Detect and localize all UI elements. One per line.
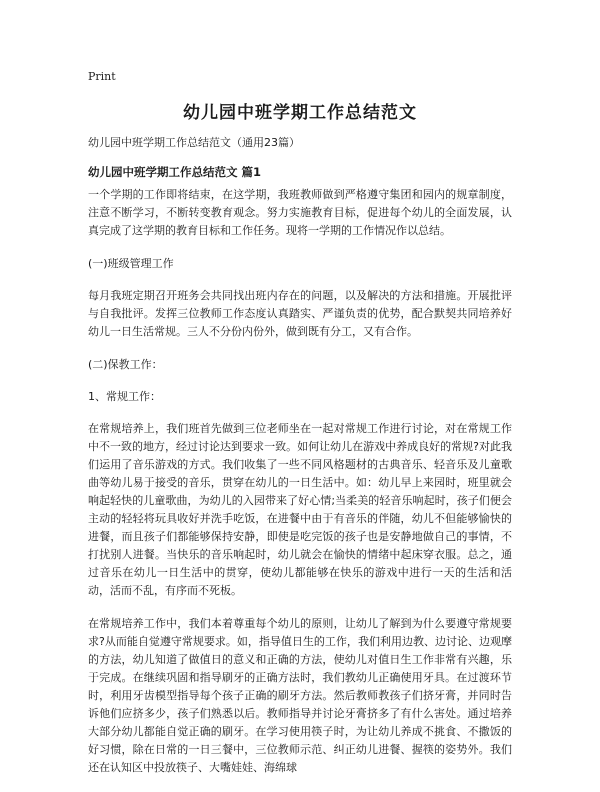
page-title: 幼儿园中班学期工作总结范文	[183, 103, 417, 123]
subheading-care-education: (二)保教工作：	[88, 358, 163, 371]
routine-paragraph-2: 在常规培养工作中，我们本着尊重每个幼儿的原则，让幼儿了解到为什么要遵守常规要求?从而能自觉遵守常规要求。如，指导值日生的工作，我们利用边教、边讨论、边观摩的方法，幼儿知道了做值日的意义和正确的方法，使幼儿对值日生工作非常有兴趣，乐于完成。在继续巩固和指导刷牙的正确方法时，我们教幼儿正确使用牙具。在过渡环节时，利用牙齿模型指导每个孩子正确的刷牙方法。然后教师教孩子们挤牙膏，并同时告诉他们应挤多少，孩子们熟悉以后。教师指导并讨论牙膏挤多了有什么害处。通过培养大部分幼儿都能自觉正确的刷牙。在学习使用筷子时，为让幼儿养成不挑食、不撒饭的好习惯，除在日常的一日三餐中，三位教师示范、纠正幼儿进餐、握筷的姿势外。我们还在认知区中投放筷子、大嘴娃娃、海绵球	[88, 617, 512, 774]
intro-paragraph: 一个学期的工作即将结束，在这学期，我班教师做到严格遵守集团和园内的规章制度，注意不断学习，不断转变教育观念。努力实施教育目标，促进每个幼儿的全面发展，认真完成了这学期的教育目标和工作任务。现将一学期的工作情况作以总结。	[88, 188, 512, 237]
document-subtitle: 幼儿园中班学期工作总结范文（通用23篇）	[88, 136, 300, 149]
subheading-routine-work: 1、常规工作：	[88, 390, 161, 403]
routine-paragraph-1: 在常规培养上，我们班首先做到三位老师坐在一起对常规工作进行讨论，对在常规工作中不一致的地方，经过讨论达到要求一致。如何让幼儿在游戏中养成良好的常规?对此我们运用了音乐游戏的方式。我们收集了一些不同风格题材的古典音乐、轻音乐及儿童歌曲等幼儿易于接受的音乐，贯穿在幼儿的一日生活中。如：幼儿早上来园时，班里就会响起轻快的儿童歌曲，为幼儿的入园带来了好心情;当柔美的轻音乐响起时，孩子们便会主动的轻轻将玩具收好并洗手吃饭，在进餐中由于有音乐的伴随，幼儿不但能够愉快的进餐，而且孩子们都能够保持安静，即使是吃完饭的孩子也是安静地做自己的事情，不打扰别人进餐。当快乐的音乐响起时，幼儿就会在愉快的情绪中起床穿衣服。总之，通过音乐在幼儿一日生活中的贯穿，使幼儿都能够在快乐的游戏中进行一天的生活和活动，活而不乱，有序而不死板。	[88, 422, 512, 597]
subheading-class-management: (一)班级管理工作	[88, 257, 174, 270]
class-management-paragraph: 每月我班定期召开班务会共同找出班内存在的问题，以及解决的方法和措施。开展批评与自我批评。发挥三位教师工作态度认真踏实、严谨负责的优势，配合默契共同培养好幼儿一日生活常规。三人不分份内份外，做到既有分工，又有合作。	[88, 289, 512, 338]
document-body	[88, 186, 512, 792]
print-link[interactable]: Print	[88, 70, 116, 83]
section-heading: 幼儿园中班学期工作总结范文 篇1	[88, 165, 262, 179]
